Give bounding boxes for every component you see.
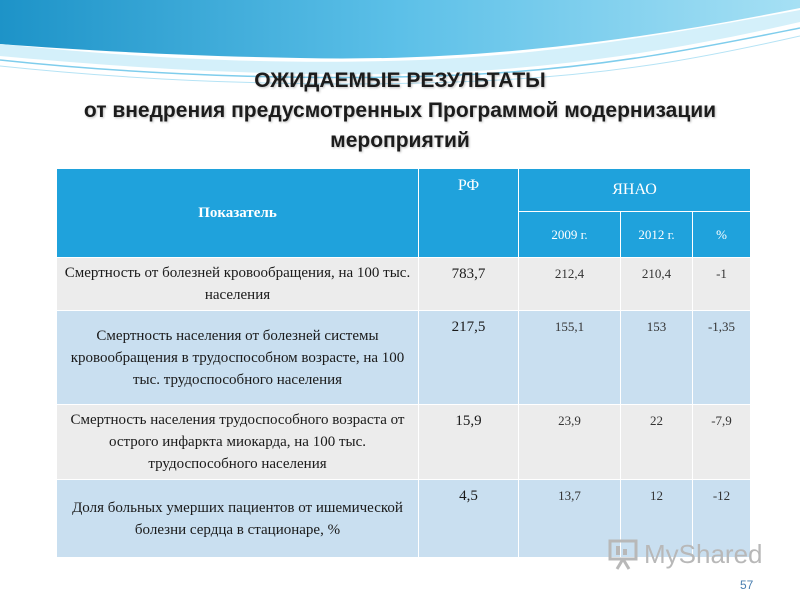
value-2012: 210,4 bbox=[621, 258, 693, 311]
header-percent: % bbox=[693, 212, 751, 258]
rf-value: 783,7 bbox=[419, 258, 519, 311]
header-yanao: ЯНАО bbox=[519, 169, 751, 212]
indicator-cell: Смертность населения от болезней системы кровообращения в трудоспособном возрасте, на 100 тыс. трудоспособного населения bbox=[57, 311, 419, 405]
indicator-cell: Смертность от болезней кровообращения, на 100 тыс. населения bbox=[57, 258, 419, 311]
table-row bbox=[57, 311, 751, 405]
results-table bbox=[56, 168, 751, 558]
logo-text: MyShared bbox=[644, 538, 763, 569]
indicator-cell: Смертность населения трудоспособного возраста от острого инфаркта миокарда, на 100 тыс. трудоспособного населения bbox=[57, 405, 419, 480]
watermark-logo bbox=[608, 538, 763, 570]
rf-value: 217,5 bbox=[419, 311, 519, 405]
value-2009: 155,1 bbox=[519, 311, 621, 405]
presentation-board-icon bbox=[608, 538, 640, 570]
table-row bbox=[57, 258, 751, 311]
rf-value: 4,5 bbox=[419, 480, 519, 558]
header-2012: 2012 г. bbox=[621, 212, 693, 258]
rf-value: 15,9 bbox=[419, 405, 519, 480]
value-2009: 13,7 bbox=[519, 480, 621, 558]
value-percent: -1 bbox=[693, 258, 751, 311]
table-row bbox=[57, 405, 751, 480]
indicator-cell: Доля больных умерших пациентов от ишемической болезни сердца в стационаре, % bbox=[57, 480, 419, 558]
value-2009: 212,4 bbox=[519, 258, 621, 311]
value-percent: -7,9 bbox=[693, 405, 751, 480]
value-2012: 153 bbox=[621, 311, 693, 405]
value-percent: -12 bbox=[693, 480, 751, 558]
title-line-1: ОЖИДАЕМЫЕ РЕЗУЛЬТАТЫ bbox=[254, 69, 546, 92]
title-line-2: от внедрения предусмотренных Программой модернизации bbox=[83, 99, 717, 122]
title-line-3: мероприятий bbox=[330, 129, 470, 152]
header-2009: 2009 г. bbox=[519, 212, 621, 258]
value-2012: 22 bbox=[621, 405, 693, 480]
page-number: 57 bbox=[740, 578, 754, 592]
header-rf: РФ bbox=[419, 169, 519, 258]
value-2012: 12 bbox=[621, 480, 693, 558]
slide-title bbox=[0, 66, 800, 156]
value-percent: -1,35 bbox=[693, 311, 751, 405]
value-2009: 23,9 bbox=[519, 405, 621, 480]
header-indicator: Показатель bbox=[57, 169, 419, 258]
